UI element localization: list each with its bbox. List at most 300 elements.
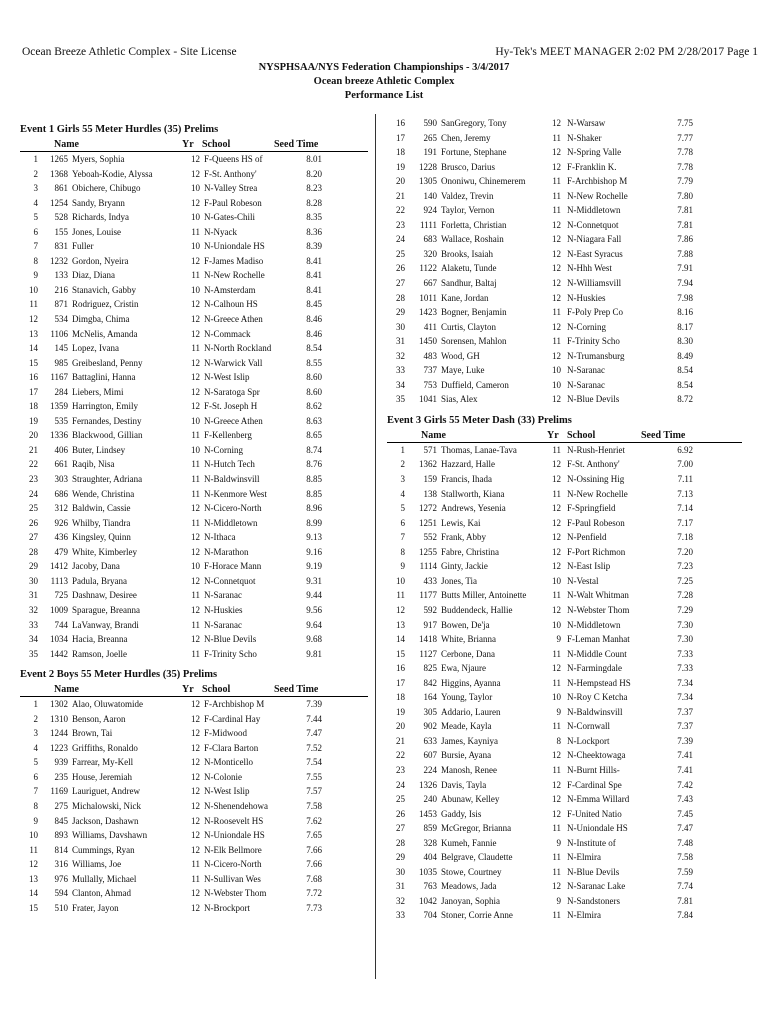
school: N-Elmira xyxy=(567,852,601,863)
school: N-Webster Thom xyxy=(204,888,267,899)
athlete-name: Jones, Tia xyxy=(441,575,478,586)
school: F-Clara Barton xyxy=(204,742,259,753)
table-row xyxy=(387,487,742,502)
school: N-Colonie xyxy=(204,771,242,782)
event-3 xyxy=(387,414,742,923)
school: N-Middletown xyxy=(567,619,621,630)
bib-number: 939 xyxy=(54,757,68,768)
seed-time: 8.96 xyxy=(306,503,322,514)
school: F-Trinity Scho xyxy=(204,648,257,659)
bib-number: 571 xyxy=(423,444,437,455)
seed-time: 7.75 xyxy=(677,118,693,128)
seed-time: 8.49 xyxy=(677,350,693,361)
school: N-Institute of xyxy=(567,837,616,848)
bib-number: 1009 xyxy=(50,604,68,615)
year: 11 xyxy=(191,270,200,281)
rank: 8 xyxy=(33,255,38,266)
year: 12 xyxy=(552,750,561,761)
school: N-Baldwinsvill xyxy=(567,706,623,717)
seed-time: 7.47 xyxy=(306,728,322,739)
seed-time: 7.11 xyxy=(677,474,693,485)
athlete-name: Cerbone, Dana xyxy=(441,648,495,659)
seed-time: 8.01 xyxy=(306,154,322,164)
year: 12 xyxy=(191,844,200,855)
athlete-name: Lopez, Ivana xyxy=(72,343,119,354)
rank: 9 xyxy=(33,815,38,826)
year: 10 xyxy=(552,619,561,630)
seed-time: 8.54 xyxy=(677,379,693,390)
year: 12 xyxy=(191,299,200,310)
athlete-name: Lewis, Kai xyxy=(441,517,481,528)
bib-number: 861 xyxy=(54,183,68,194)
rank: 33 xyxy=(396,365,405,376)
seed-time: 8.99 xyxy=(306,517,322,528)
school: F-Horace Mann xyxy=(204,561,262,572)
seed-time: 7.45 xyxy=(677,808,693,819)
table-row xyxy=(387,603,742,618)
seed-time: 7.78 xyxy=(677,147,693,158)
athlete-name: Belgrave, Claudette xyxy=(441,852,513,863)
year: 10 xyxy=(191,241,200,252)
bib-number: 753 xyxy=(423,379,437,390)
rank: 31 xyxy=(396,336,405,347)
rank: 4 xyxy=(400,488,405,499)
athlete-name: Gordon, Nyeira xyxy=(72,255,129,266)
col-header-school: School xyxy=(567,429,596,441)
bib-number: 328 xyxy=(423,837,437,848)
seed-time: 7.58 xyxy=(677,852,693,863)
year: 10 xyxy=(191,444,200,455)
table-row xyxy=(20,697,368,712)
year: 11 xyxy=(552,205,561,216)
school: F-Kellenberg xyxy=(204,430,252,441)
table-row xyxy=(20,210,368,225)
bib-number: 406 xyxy=(54,444,68,455)
seed-time: 8.17 xyxy=(677,321,693,332)
table-row xyxy=(20,647,368,662)
seed-time: 7.68 xyxy=(306,873,322,884)
rank: 23 xyxy=(396,219,405,230)
seed-time: 8.41 xyxy=(306,255,322,266)
bib-number: 1041 xyxy=(419,394,437,405)
school: N-Huskies xyxy=(567,292,606,303)
rank: 17 xyxy=(396,132,405,143)
table-row xyxy=(387,792,742,807)
bib-number: 1228 xyxy=(419,161,437,172)
seed-time: 7.98 xyxy=(677,292,693,303)
year: 11 xyxy=(191,430,200,441)
bib-number: 1359 xyxy=(50,401,68,412)
school: N-Saranac xyxy=(204,590,242,601)
athlete-name: Liebers, Mimi xyxy=(72,386,124,397)
rank: 24 xyxy=(396,234,405,245)
athlete-name: Stallworth, Kiana xyxy=(441,488,505,499)
rank: 5 xyxy=(400,503,405,514)
athlete-name: Sias, Alex xyxy=(441,394,478,405)
year: 12 xyxy=(552,350,561,361)
seed-time: 8.62 xyxy=(306,401,322,412)
year: 10 xyxy=(191,212,200,223)
athlete-name: McGregor, Brianna xyxy=(441,823,512,834)
year: 12 xyxy=(552,532,561,543)
seed-time: 7.23 xyxy=(677,561,693,572)
bib-number: 1336 xyxy=(50,430,68,441)
table-row xyxy=(387,690,742,705)
seed-time: 8.60 xyxy=(306,372,322,383)
seed-time: 9.68 xyxy=(306,634,322,645)
seed-time: 7.55 xyxy=(306,771,322,782)
seed-time: 7.42 xyxy=(677,779,693,790)
athlete-name: Duffield, Cameron xyxy=(441,379,509,390)
table-row xyxy=(20,356,368,371)
table-row xyxy=(387,305,742,320)
year: 12 xyxy=(552,147,561,158)
school: N-Saranac xyxy=(567,365,605,376)
year: 11 xyxy=(552,444,561,455)
table-row xyxy=(387,516,742,531)
bib-number: 825 xyxy=(423,663,437,674)
bib-number: 528 xyxy=(54,212,68,223)
seed-time: 8.28 xyxy=(306,197,322,208)
seed-time: 7.86 xyxy=(677,234,693,245)
table-row xyxy=(387,821,742,836)
event-title: Event 2 Boys 55 Meter Hurdles (35) Prelims xyxy=(20,669,218,681)
year: 10 xyxy=(552,379,561,390)
rank: 6 xyxy=(33,226,38,237)
rank: 33 xyxy=(396,910,405,921)
seed-time: 8.60 xyxy=(306,386,322,397)
year: 12 xyxy=(191,255,200,266)
school: N-West Islip xyxy=(204,372,250,383)
year: 11 xyxy=(191,517,200,528)
bib-number: 436 xyxy=(54,532,68,543)
seed-time: 8.85 xyxy=(306,474,322,485)
table-row xyxy=(20,472,368,487)
rank: 10 xyxy=(29,284,38,295)
school: N-Brockport xyxy=(204,902,250,913)
bib-number: 1418 xyxy=(419,634,437,645)
rank: 18 xyxy=(396,147,405,158)
table-row xyxy=(20,414,368,429)
bib-number: 1114 xyxy=(419,561,437,572)
school: N-Hhh West xyxy=(567,263,612,274)
bib-number: 552 xyxy=(423,532,437,543)
seed-time: 7.81 xyxy=(677,219,693,230)
bib-number: 303 xyxy=(54,474,68,485)
seed-time: 8.36 xyxy=(306,226,322,237)
seed-time: 8.46 xyxy=(306,314,322,325)
venue-title: Ocean breeze Athletic Complex xyxy=(313,76,455,87)
bib-number: 133 xyxy=(54,270,68,281)
bib-number: 1127 xyxy=(419,648,437,659)
rank: 13 xyxy=(29,328,38,339)
table-row xyxy=(387,443,742,458)
athlete-name: Lauriguet, Andrew xyxy=(72,786,140,797)
athlete-name: White, Brianna xyxy=(441,634,496,645)
rank: 3 xyxy=(400,474,405,485)
year: 11 xyxy=(191,873,200,884)
rank: 21 xyxy=(396,190,405,201)
seed-time: 7.79 xyxy=(677,176,693,187)
school: F-Cardinal Hay xyxy=(204,713,261,724)
athlete-name: Obichere, Chibugo xyxy=(72,183,141,194)
school: N-Greece Athen xyxy=(204,314,263,325)
col-header-school: School xyxy=(202,684,231,696)
bib-number: 1111 xyxy=(420,219,437,230)
table-row xyxy=(387,734,742,749)
table-row xyxy=(20,726,368,741)
school: F-James Madiso xyxy=(204,255,264,266)
school: F-Archbishop M xyxy=(204,699,265,710)
athlete-name: Davis, Tayla xyxy=(441,779,487,790)
bib-number: 145 xyxy=(54,343,68,354)
rank: 26 xyxy=(396,808,405,819)
rank: 17 xyxy=(29,386,38,397)
rank: 6 xyxy=(400,517,405,528)
bib-number: 917 xyxy=(423,619,437,630)
rank: 10 xyxy=(29,830,38,841)
rank: 15 xyxy=(29,902,38,913)
rank: 16 xyxy=(29,372,38,383)
school: N-Middle Count xyxy=(567,648,627,659)
seed-time: 9.13 xyxy=(306,532,322,543)
school: N-Middletown xyxy=(567,205,621,216)
bib-number: 1272 xyxy=(419,503,437,514)
athlete-name: Bursie, Ayana xyxy=(441,750,492,761)
table-row xyxy=(387,647,742,662)
bib-number: 924 xyxy=(423,205,437,216)
bib-number: 814 xyxy=(54,844,68,855)
school: F-St. Anthony' xyxy=(204,168,257,179)
athlete-name: Addario, Lauren xyxy=(441,706,501,717)
seed-time: 7.30 xyxy=(677,634,693,645)
year: 12 xyxy=(191,815,200,826)
rank: 23 xyxy=(396,764,405,775)
athlete-name: Jones, Louise xyxy=(72,226,121,237)
seed-time: 7.77 xyxy=(677,132,693,143)
bib-number: 1254 xyxy=(50,197,68,208)
report-header xyxy=(0,61,768,103)
seed-time: 7.18 xyxy=(677,532,693,543)
school: N-Hempstead HS xyxy=(567,677,631,688)
school: N-Connetquot xyxy=(204,575,256,586)
school: N-East Islip xyxy=(567,561,611,572)
rank: 16 xyxy=(396,118,405,128)
athlete-name: Higgins, Ayanna xyxy=(441,677,501,688)
athlete-name: Jacoby, Dana xyxy=(72,561,120,572)
athlete-name: Kane, Jordan xyxy=(441,292,489,303)
year: 10 xyxy=(191,284,200,295)
rank: 4 xyxy=(33,742,38,753)
seed-time: 7.91 xyxy=(677,263,693,274)
athlete-name: James, Kayniya xyxy=(441,735,498,746)
rank: 21 xyxy=(396,735,405,746)
year: 12 xyxy=(552,161,561,172)
year: 11 xyxy=(552,866,561,877)
athlete-name: Francis, Ihada xyxy=(441,474,492,485)
table-row xyxy=(20,770,368,785)
table-row xyxy=(387,145,742,160)
bib-number: 275 xyxy=(54,800,68,811)
year: 11 xyxy=(552,132,561,143)
athlete-name: Frank, Abby xyxy=(441,532,486,543)
bib-number: 1310 xyxy=(50,713,68,724)
school: N-Ossining Hig xyxy=(567,474,625,485)
year: 10 xyxy=(191,183,200,194)
table-row xyxy=(387,850,742,865)
table-row xyxy=(387,748,742,763)
bib-number: 871 xyxy=(54,299,68,310)
athlete-name: Battaglini, Hanna xyxy=(72,372,136,383)
school: N-Saranac Lake xyxy=(567,881,626,892)
seed-time: 7.74 xyxy=(677,881,693,892)
year: 11 xyxy=(191,343,200,354)
athlete-name: Butts Miller, Antoinette xyxy=(441,590,527,601)
athlete-name: Gaddy, Isis xyxy=(441,808,482,819)
school: N-Sandstoners xyxy=(567,895,620,906)
table-row xyxy=(20,457,368,472)
school: N-New Rochelle xyxy=(204,270,265,281)
table-row xyxy=(20,167,368,182)
year: 12 xyxy=(552,663,561,674)
year: 9 xyxy=(556,634,561,645)
bib-number: 316 xyxy=(54,859,68,870)
rank: 25 xyxy=(29,503,38,514)
school: N-Elmira xyxy=(567,910,601,921)
meet-title: NYSPHSAA/NYS Federation Championships - 3/4/2017 xyxy=(258,62,510,73)
table-row xyxy=(387,763,742,778)
athlete-name: Chen, Jeremy xyxy=(441,132,491,143)
table-row xyxy=(20,755,368,770)
year: 10 xyxy=(191,561,200,572)
year: 12 xyxy=(191,830,200,841)
school: N-Ithaca xyxy=(204,532,236,543)
bib-number: 240 xyxy=(423,794,437,805)
athlete-name: Curtis, Clayton xyxy=(441,321,497,332)
year: 12 xyxy=(552,459,561,470)
year: 12 xyxy=(191,634,200,645)
school: N-Cornwall xyxy=(567,721,610,732)
bib-number: 590 xyxy=(423,118,437,128)
table-row xyxy=(20,327,368,342)
rank: 19 xyxy=(396,706,405,717)
table-row xyxy=(20,530,368,545)
school: N-Burnt Hills- xyxy=(567,764,620,775)
bib-number: 320 xyxy=(423,248,437,259)
rank: 23 xyxy=(29,474,38,485)
seed-time: 7.81 xyxy=(677,205,693,216)
year: 11 xyxy=(552,852,561,863)
year: 11 xyxy=(552,764,561,775)
school: N-Corning xyxy=(567,321,606,332)
school: N-Uniondale HS xyxy=(567,823,628,834)
seed-time: 7.66 xyxy=(306,859,322,870)
seed-time: 9.19 xyxy=(306,561,322,572)
bib-number: 633 xyxy=(423,735,437,746)
seed-time: 7.34 xyxy=(677,692,693,703)
bib-number: 667 xyxy=(423,278,437,289)
bib-number: 683 xyxy=(423,234,437,245)
table-row xyxy=(387,378,742,393)
year: 12 xyxy=(191,699,200,710)
table-row xyxy=(20,501,368,516)
bib-number: 1035 xyxy=(419,866,437,877)
table-row xyxy=(20,574,368,589)
bib-number: 1255 xyxy=(419,546,437,557)
year: 11 xyxy=(552,823,561,834)
year: 11 xyxy=(191,648,200,659)
year: 11 xyxy=(552,176,561,187)
year: 12 xyxy=(191,575,200,586)
bib-number: 744 xyxy=(54,619,68,630)
rank: 15 xyxy=(396,648,405,659)
table-row xyxy=(20,312,368,327)
school: N-Cheektowaga xyxy=(567,750,626,761)
event-title: Event 1 Girls 55 Meter Hurdles (35) Prelims xyxy=(20,124,219,135)
table-row xyxy=(20,443,368,458)
seed-time: 7.28 xyxy=(677,590,693,601)
year: 12 xyxy=(552,604,561,615)
rank: 1 xyxy=(400,444,405,455)
rank: 2 xyxy=(33,713,38,724)
school: F-Franklin K. xyxy=(567,161,617,172)
rank: 19 xyxy=(396,161,405,172)
bib-number: 661 xyxy=(54,459,68,470)
bib-number: 534 xyxy=(54,314,68,325)
table-row xyxy=(20,225,368,240)
seed-time: 7.33 xyxy=(677,663,693,674)
bib-number: 535 xyxy=(54,415,68,426)
school: N-Cicero-North xyxy=(204,503,262,514)
table-row xyxy=(387,908,742,923)
table-row xyxy=(387,865,742,880)
rank: 24 xyxy=(396,779,405,790)
seed-time: 7.73 xyxy=(306,902,322,913)
athlete-name: Greibesland, Penny xyxy=(72,357,143,368)
table-row xyxy=(387,661,742,676)
bib-number: 305 xyxy=(423,706,437,717)
table-row xyxy=(20,196,368,211)
rank: 9 xyxy=(33,270,38,281)
seed-time: 7.41 xyxy=(677,764,693,775)
seed-time: 7.17 xyxy=(677,517,693,528)
school: N-Gates-Chili xyxy=(204,212,255,223)
athlete-name: Sparague, Breanna xyxy=(72,604,140,615)
rank: 22 xyxy=(29,459,38,470)
site-license: Ocean Breeze Athletic Complex - Site License xyxy=(22,46,237,58)
seed-time: 9.56 xyxy=(306,604,322,615)
year: 11 xyxy=(191,859,200,870)
bib-number: 1244 xyxy=(50,728,68,739)
school: N-Huskies xyxy=(204,604,243,615)
year: 12 xyxy=(552,248,561,259)
bib-number: 902 xyxy=(423,721,437,732)
school: F-St. Anthony' xyxy=(567,459,620,470)
seed-time: 7.34 xyxy=(677,677,693,688)
table-row xyxy=(387,363,742,378)
col-header-seed: Seed Time xyxy=(274,684,319,696)
year: 12 xyxy=(191,604,200,615)
right-column xyxy=(387,116,742,923)
school: N-Marathon xyxy=(204,546,249,557)
table-row xyxy=(387,457,742,472)
athlete-name: Jackson, Dashawn xyxy=(72,815,139,826)
athlete-name: Stoner, Corrie Anne xyxy=(441,910,513,921)
table-row xyxy=(387,247,742,262)
year: 12 xyxy=(191,386,200,397)
school: N-Saranac xyxy=(567,379,605,390)
table-row xyxy=(20,268,368,283)
